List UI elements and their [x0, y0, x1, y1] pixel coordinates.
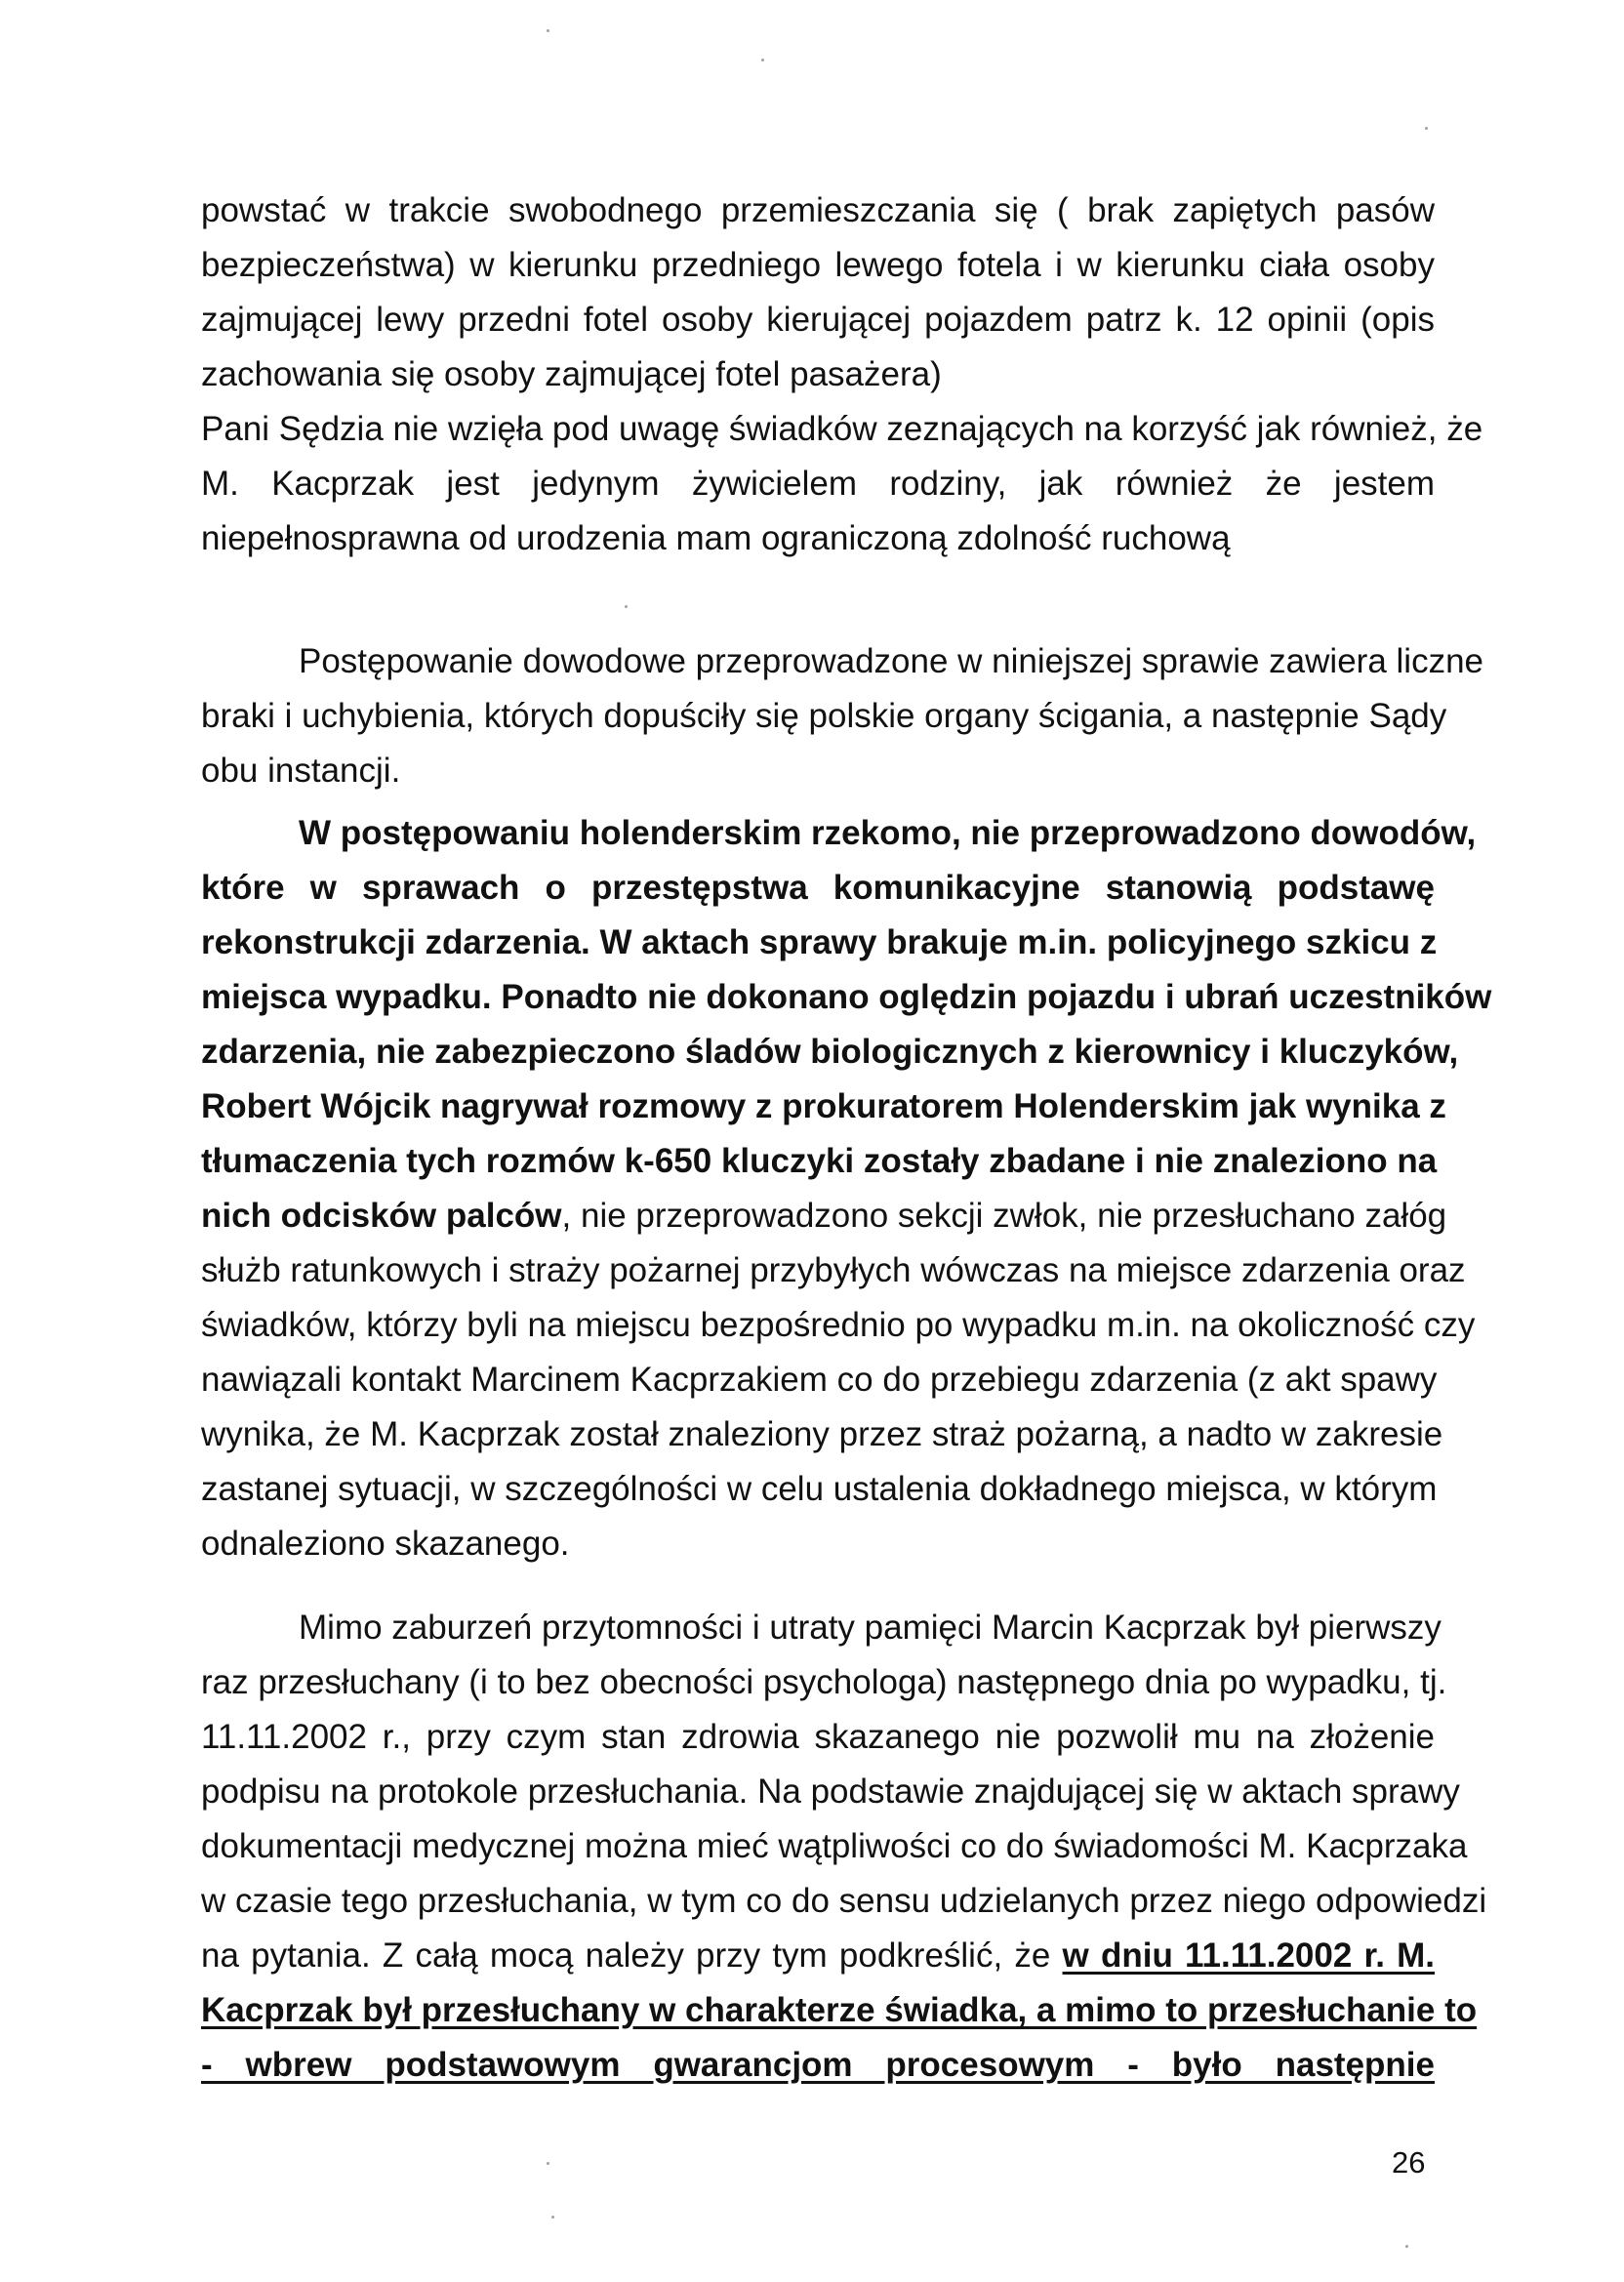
text-line: M. Kacprzak jest jedynym żywicielem rodziny, jak również że jestem — [201, 465, 1435, 503]
scan-speck — [547, 29, 549, 32]
text-line: zachowania się osoby zajmującej fotel pasażera) — [201, 355, 942, 393]
paragraph-2 — [201, 634, 1483, 798]
paragraph-1 — [201, 183, 1483, 566]
text-line: 11.11.2002 r., przy czym stan zdrowia skazanego nie pozwolił mu na złożenie — [201, 1718, 1435, 1756]
bold-text-line: W postępowaniu holenderskim rzekomo, nie przeprowadzono dowodów, — [299, 814, 1477, 852]
text-line: Pani Sędzia nie wzięła pod uwagę świadków zeznających na korzyść jak również, że — [201, 410, 1483, 448]
text-line: braki i uchybienia, których dopuściły się polskie organy ścigania, a następnie Sądy — [201, 697, 1447, 735]
scan-speck — [761, 59, 764, 61]
text-line: w czasie tego przesłuchania, w tym co do sensu udzielanych przez niego odpowiedzi — [201, 1882, 1487, 1920]
underlined-text-line: - wbrew podstawowym gwarancjom procesowym - było następnie — [201, 2046, 1435, 2084]
mixed-text-line — [201, 1929, 1435, 1983]
bold-text-line: tłumaczenia tych rozmów k-650 kluczyki zostały zbadane i nie znaleziono na — [201, 1142, 1438, 1180]
text-line: bezpieczeństwa) w kierunku przedniego lewego fotela i w kierunku ciała osoby — [201, 246, 1435, 284]
text-line: dokumentacji medycznej można mieć wątpliwości co do świadomości M. Kacprzaka — [201, 1827, 1468, 1865]
plain-phrase: na pytania. Z całą mocą należy przy tym podkreślić, że — [201, 1936, 1063, 1975]
text-line: odnaleziono skazanego. — [201, 1525, 570, 1563]
text-line: obu instancji. — [201, 752, 401, 790]
paragraph-4 — [201, 1601, 1487, 2093]
mixed-text-line — [201, 1189, 1447, 1243]
text-line: świadków, którzy byli na miejscu bezpośrednio po wypadku m.in. na okoliczność czy — [201, 1306, 1476, 1344]
text-line: Mimo zaburzeń przytomności i utraty pamięci Marcin Kacprzak był pierwszy — [299, 1609, 1441, 1647]
text-line: zajmującej lewy przedni fotel osoby kierującej pojazdem patrz k. 12 opinii (opis — [201, 301, 1435, 339]
underlined-text-line: Kacprzak był przesłuchany w charakterze świadka, a mimo to przesłuchanie to — [201, 1991, 1478, 2029]
text-line: służb ratunkowych i straży pożarnej przybyłych wówczas na miejsce zdarzenia oraz — [201, 1251, 1466, 1289]
text-line: wynika, że M. Kacprzak został znaleziony przez straż pożarną, a nadto w zakresie — [201, 1415, 1443, 1453]
scan-speck — [625, 605, 628, 608]
paragraph-3 — [201, 806, 1492, 1571]
text-line: raz przesłuchany (i to bez obecności psychologa) następnego dnia po wypadku, tj. — [201, 1663, 1447, 1701]
text-line: Postępowanie dowodowe przeprowadzone w niniejszej sprawie zawiera liczne — [299, 642, 1483, 680]
scan-speck — [1425, 127, 1428, 130]
text-line: nawiązali kontakt Marcinem Kacprzakiem co do przebiegu zdarzenia (z akt spawy — [201, 1361, 1438, 1399]
bold-text-line: Robert Wójcik nagrywał rozmowy z prokuratorem Holenderskim jak wynika z — [201, 1087, 1446, 1125]
plain-phrase: , nie przeprowadzono sekcji zwłok, nie przesłuchano załóg — [561, 1197, 1447, 1235]
bold-text-line: zdarzenia, nie zabezpieczono śladów biologicznych z kierownicy i kluczyków, — [201, 1033, 1459, 1071]
bold-text-line: miejsca wypadku. Ponadto nie dokonano oględzin pojazdu i ubrań uczestników — [201, 978, 1492, 1016]
text-line: niepełnosprawna od urodzenia mam ograniczoną zdolność ruchową — [201, 519, 1231, 557]
scan-speck — [1405, 2245, 1408, 2248]
text-line: powstać w trakcie swobodnego przemieszczania się ( brak zapiętych pasów — [201, 191, 1435, 229]
scan-speck — [547, 2162, 549, 2165]
page-number: 26 — [1392, 2145, 1426, 2180]
scan-speck — [551, 2216, 554, 2219]
bold-phrase: nich odcisków palców — [201, 1197, 562, 1235]
text-line: zastanej sytuacji, w szczególności w celu ustalenia dokładnego miejsca, w którym — [201, 1470, 1438, 1508]
text-line: podpisu na protokole przesłuchania. Na podstawie znajdującej się w aktach sprawy — [201, 1773, 1460, 1811]
bold-text-line: które w sprawach o przestępstwa komunikacyjne stanowią podstawę — [201, 869, 1435, 907]
underlined-phrase: w dniu 11.11.2002 r. M. — [1062, 1936, 1436, 1975]
bold-text-line: rekonstrukcji zdarzenia. W aktach sprawy brakuje m.in. policyjnego szkicu z — [201, 923, 1438, 961]
